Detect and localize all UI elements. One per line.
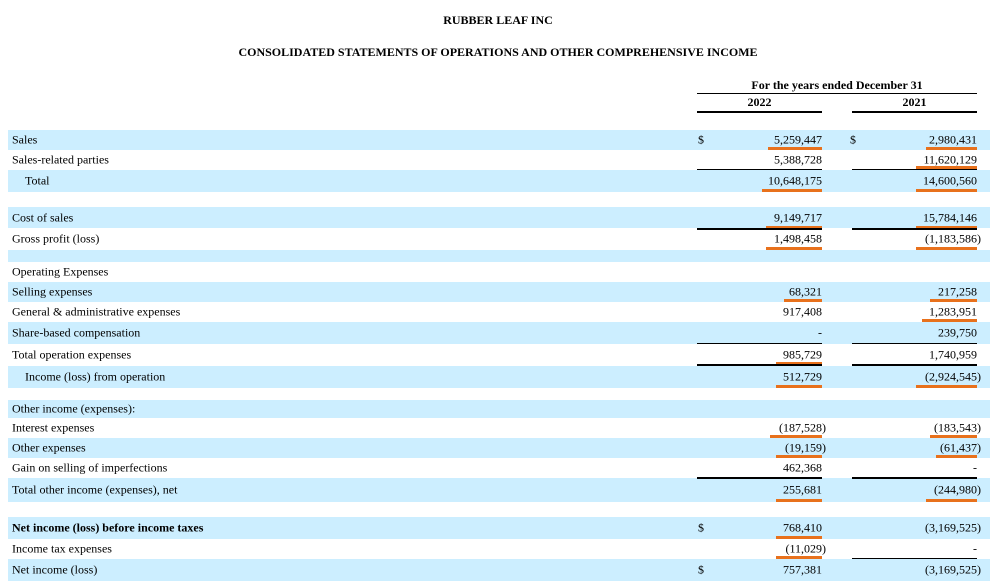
row-label: Total other income (expenses), net xyxy=(12,482,178,497)
value-2021: 14,600,560 xyxy=(923,173,977,188)
value-highlight xyxy=(776,536,822,539)
row-gross-profit xyxy=(8,228,990,250)
value-2021: (244,980) xyxy=(934,482,981,497)
value-highlight xyxy=(766,247,822,250)
value-2021: (2,924,545) xyxy=(925,369,981,384)
row-label: Cost of sales xyxy=(12,210,74,224)
row-total-other-income xyxy=(8,478,990,502)
value-2022: 757,381 xyxy=(783,562,822,577)
row-net-income xyxy=(8,559,990,581)
subtotal-rule xyxy=(697,343,822,344)
subtotal-rule xyxy=(697,169,822,170)
value-highlight xyxy=(776,455,822,458)
row-label: Operating Expenses xyxy=(12,264,109,279)
value-2022: 68,321 xyxy=(789,284,822,299)
row-label: Total operation expenses xyxy=(12,347,132,362)
value-highlight xyxy=(926,499,977,502)
value-highlight xyxy=(762,189,822,192)
value-highlight xyxy=(776,385,822,388)
value-highlight xyxy=(776,556,822,559)
statement-title: CONSOLIDATED STATEMENTS OF OPERATIONS AND OTHER COMPREHENSIVE INCOME xyxy=(238,45,758,59)
row-operating-expenses-heading xyxy=(8,262,990,282)
row-sales xyxy=(8,130,990,150)
value-highlight xyxy=(768,147,822,150)
currency-symbol: $ xyxy=(850,132,856,147)
value-highlight xyxy=(784,299,822,302)
value-2021: - xyxy=(973,541,977,556)
subtotal-rule xyxy=(852,364,977,366)
value-highlight xyxy=(916,247,977,250)
value-2021: 239,750 xyxy=(938,325,977,340)
row-label: Selling expenses xyxy=(12,284,93,299)
spacer-row xyxy=(8,250,990,262)
subtotal-rule xyxy=(852,477,977,479)
value-highlight xyxy=(770,435,822,438)
subtotal-rule xyxy=(697,477,822,479)
row-interest-expenses xyxy=(8,418,990,438)
row-selling-expenses xyxy=(8,282,990,302)
value-2022: (11,029) xyxy=(785,541,826,556)
value-2021: 217,258 xyxy=(938,284,977,299)
row-general-admin-expenses xyxy=(8,302,990,322)
value-highlight xyxy=(776,499,822,502)
value-2022: - xyxy=(818,325,822,340)
row-label: General & administrative expenses xyxy=(12,304,181,319)
row-label: Income tax expenses xyxy=(12,541,112,556)
value-2022: 10,648,175 xyxy=(768,173,822,188)
subtotal-rule xyxy=(697,228,822,230)
value-2021: 11,620,129 xyxy=(923,152,977,167)
value-2021: - xyxy=(973,460,977,475)
value-2021: (3,169,525) xyxy=(925,562,981,577)
subtotal-rule xyxy=(852,169,977,170)
value-highlight xyxy=(926,147,977,150)
value-2022: 985,729 xyxy=(783,347,822,362)
value-2021: (61,437) xyxy=(940,440,981,455)
value-2021: 2,980,431 xyxy=(929,132,977,147)
subtotal-rule xyxy=(852,228,977,230)
value-2021: 1,740,959 xyxy=(929,347,977,362)
row-label: Net income (loss) xyxy=(12,562,98,577)
period-header: For the years ended December 31 xyxy=(751,78,923,92)
value-highlight xyxy=(922,319,977,322)
value-2022: 917,408 xyxy=(783,304,822,319)
value-2022: 5,259,447 xyxy=(774,132,822,147)
row-label: Gross profit (loss) xyxy=(12,231,100,246)
currency-symbol: $ xyxy=(698,520,704,535)
subtotal-rule xyxy=(697,364,822,366)
row-gain-on-selling-imperfections xyxy=(8,458,990,478)
row-other-expenses xyxy=(8,438,990,458)
row-total-sales xyxy=(8,170,990,192)
value-2022: 768,410 xyxy=(783,520,822,535)
value-highlight xyxy=(930,435,977,438)
value-2022: 1,498,458 xyxy=(774,231,822,246)
year-2022-underline xyxy=(697,111,822,113)
period-underline xyxy=(697,93,977,94)
row-total-operation-expenses xyxy=(8,344,990,366)
row-label: Other income (expenses): xyxy=(12,401,136,416)
row-other-income-heading xyxy=(8,400,990,418)
row-share-based-compensation xyxy=(8,322,990,344)
value-2022: (187,528) xyxy=(779,420,826,435)
row-label: Net income (loss) before income taxes xyxy=(12,520,204,535)
value-highlight xyxy=(936,455,977,458)
value-2022: 462,368 xyxy=(783,460,822,475)
row-label: Sales xyxy=(12,132,38,147)
row-label: Total xyxy=(25,173,50,188)
value-2022: 255,681 xyxy=(783,482,822,497)
value-highlight xyxy=(930,299,977,302)
row-label: Other expenses xyxy=(12,440,86,455)
year-2021-header: 2021 xyxy=(902,95,927,109)
row-sales-related-parties xyxy=(8,150,990,170)
row-label: Gain on selling of imperfections xyxy=(12,460,168,475)
value-2022: 5,388,728 xyxy=(774,152,822,167)
subtotal-rule xyxy=(852,558,977,559)
row-label: Interest expenses xyxy=(12,420,95,435)
value-2022: 9,149,717 xyxy=(774,210,822,224)
currency-symbol: $ xyxy=(698,132,704,147)
value-2021: 1,283,951 xyxy=(929,304,977,319)
value-2021: (1,183,586) xyxy=(925,231,981,246)
row-income-tax-expenses xyxy=(8,539,990,559)
row-label: Income (loss) from operation xyxy=(25,369,166,384)
year-2022-header: 2022 xyxy=(747,95,772,109)
value-highlight xyxy=(916,189,977,192)
year-2021-underline xyxy=(852,111,977,113)
value-2021: 15,784,146 xyxy=(923,210,977,224)
row-label: Sales-related parties xyxy=(12,152,109,167)
row-net-income-before-taxes xyxy=(8,517,990,539)
value-2022: 512,729 xyxy=(783,369,822,384)
value-2022: (19,159) xyxy=(785,440,826,455)
subtotal-rule xyxy=(852,343,977,344)
value-2021: (3,169,525) xyxy=(925,520,981,535)
value-highlight xyxy=(916,385,977,388)
row-label: Share-based compensation xyxy=(12,325,141,340)
currency-symbol: $ xyxy=(698,562,704,577)
row-cost-of-sales xyxy=(8,207,990,228)
row-income-from-operation xyxy=(8,366,990,388)
value-2021: (183,543) xyxy=(934,420,981,435)
company-name: RUBBER LEAF INC xyxy=(443,13,553,27)
